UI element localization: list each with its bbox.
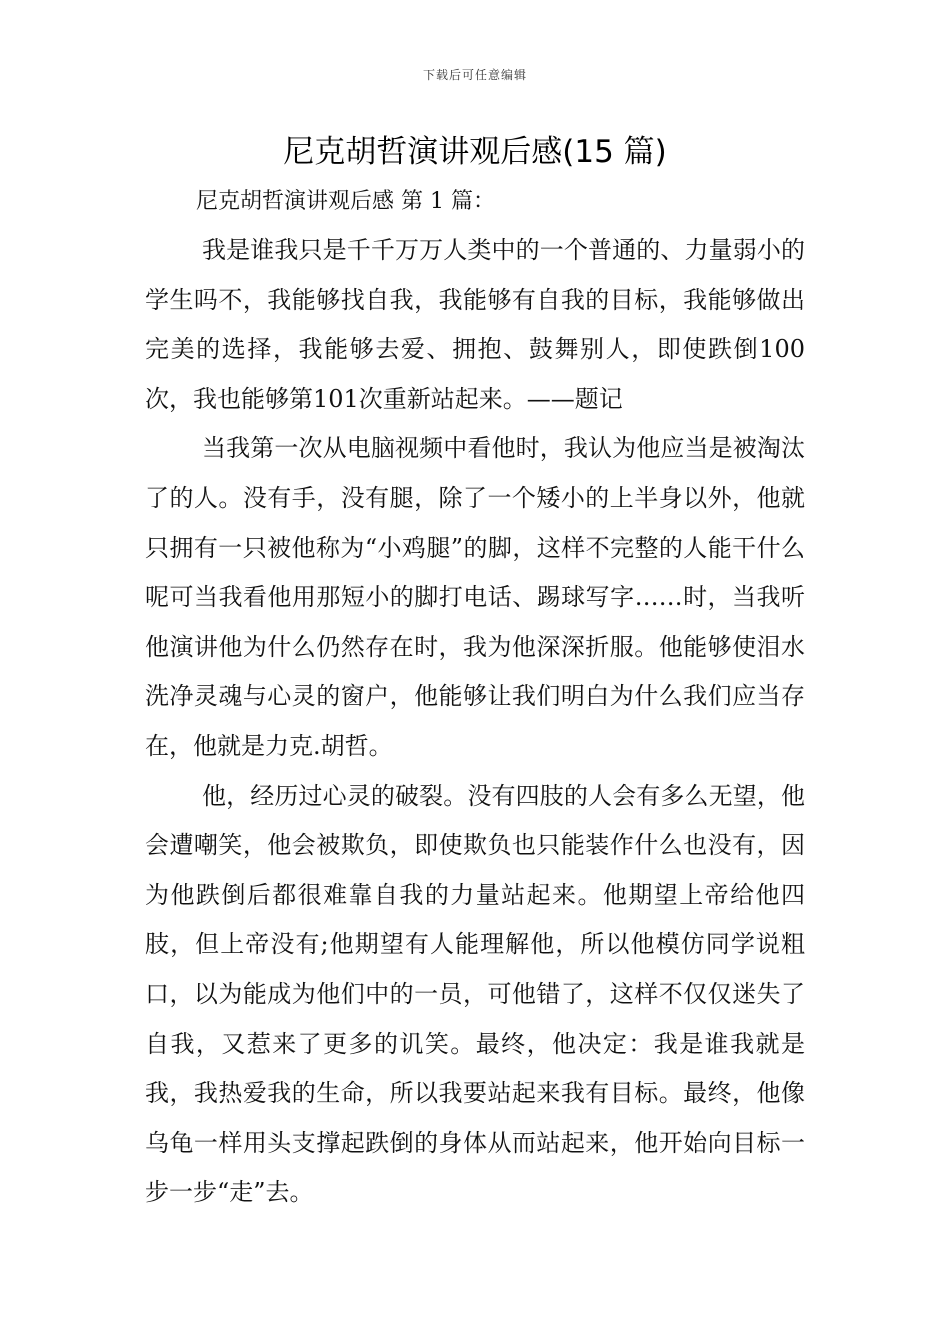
paragraph: 他，经历过心灵的破裂。没有四肢的人会有多么无望，他会遭嘲笑，他会被欺负，即使欺负也只能装作什么也没有，因为他跌倒后都很难靠自我的力量站起来。他期望上帝给他四肢，但上帝没有;他期望有人能理解他，所以他模仿同学说粗口，以为能成为他们中的一员，可他错了，这样不仅仅迷失了自我，又惹来了更多的讥笑。最终，他决定：我是谁我就是我，我热爱我的生命，所以我要站起来我有目标。最终，他像乌龟一样用头支撑起跌倒的身体从而站起来，他开始向目标一步一步“走”去。 (145, 781, 805, 1207)
paragraph: 当我第一次从电脑视频中看他时，我认为他应当是被淘汰了的人。没有手，没有腿，除了一个矮小的上半身以外，他就只拥有一只被他称为“小鸡腿”的脚，这样不完整的人能干什么呢可当我看他用那短小的脚打电话、踢球写字……时，当我听他演讲他为什么仍然存在时，我为他深深折服。他能够使泪水洗净灵魂与心灵的窗户，他能够让我们明白为什么我们应当存在，他就是力克.胡哲。 (145, 434, 805, 760)
header-note: 下载后可任意编辑 (422, 68, 527, 82)
document-body (145, 226, 805, 1218)
document-title: 尼克胡哲演讲观后感(15 篇) (283, 134, 667, 170)
paragraph: 我是谁我只是千千万万人类中的一个普通的、力量弱小的学生吗不，我能够找自我，我能够有自我的目标，我能够做出完美的选择，我能够去爱、拥抱、鼓舞别人，即使跌倒100次，我也能够第101次重新站起来。——题记 (145, 236, 805, 413)
section-subtitle: 尼克胡哲演讲观后感 第 1 篇： (196, 189, 495, 214)
